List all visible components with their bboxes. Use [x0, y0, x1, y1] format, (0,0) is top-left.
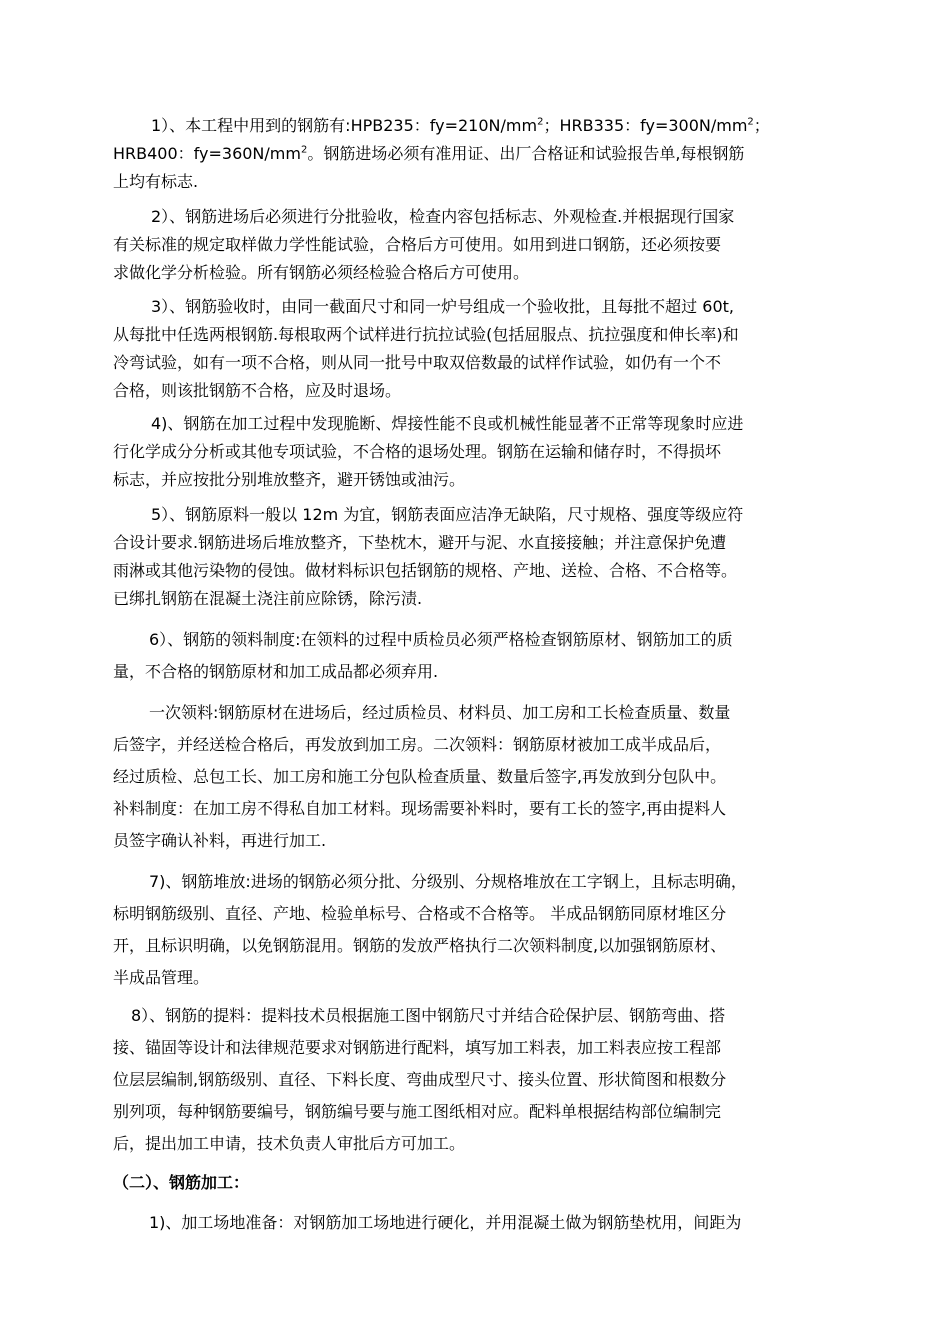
paragraph-5	[113, 501, 873, 613]
paragraph-line: 后签字，并经送检合格后，再发放到加工房。二次领料：钢筋原材被加工成半成品后，	[113, 735, 722, 754]
paragraph-line: 5）、钢筋原料一般以 12m 为宜，钢筋表面应洁净无缺陷，尺寸规格、强度等级应符	[151, 505, 744, 524]
paragraph-3	[113, 293, 873, 405]
paragraph-1	[113, 112, 873, 196]
paragraph-6	[113, 624, 873, 688]
paragraph-line: 4)、钢筋在加工过程中发现脆断、焊接性能不良或机械性能显著不正常等现象时应进	[151, 414, 744, 433]
paragraph-line: 补料制度：在加工房不得私自加工材料。现场需要补料时，要有工长的签字,再由提料人	[113, 799, 727, 818]
paragraph-line: 经过质检、总包工长、加工房和施工分包队检查质量、数量后签字,再发放到分包队中。	[113, 767, 727, 786]
paragraph-2	[113, 203, 873, 287]
paragraph-line: 求做化学分析检验。所有钢筋必须经检验合格后方可使用。	[113, 263, 530, 282]
paragraph-line: 合设计要求.钢筋进场后堆放整齐，下垫枕木，避开与泥、水直接接触；并注意保护免遭	[113, 533, 727, 552]
section-heading: （二）、钢筋加工：	[113, 1173, 250, 1192]
paragraph-line: 合格，则该批钢筋不合格，应及时退场。	[113, 381, 402, 400]
paragraph-8	[113, 1000, 873, 1160]
section-paragraph-1	[113, 1209, 873, 1237]
paragraph-line: 半成品管理。	[113, 968, 210, 987]
paragraph-line: 2）、钢筋进场后必须进行分批验收，检查内容包括标志、外观检查.并根据现行国家	[151, 207, 735, 226]
paragraph-line: 1）、本工程中用到的钢筋有:HPB235：$fy=210N/mm^2$；HRB335：$fy=300N/mm^2$；	[151, 116, 770, 135]
paragraph-line: 位层层编制,钢筋级别、直径、下料长度、弯曲成型尺寸、接头位置、形状简图和根数分	[113, 1070, 727, 1089]
paragraph-line: 3）、钢筋验收时，由同一截面尺寸和同一炉号组成一个验收批，且每批不超过 60t,	[151, 297, 734, 316]
paragraph-line: 接、锚固等设计和法律规范要求对钢筋进行配料，填写加工料表，加工料表应按工程部	[113, 1038, 722, 1057]
paragraph-line: 后，提出加工申请，技术负责人审批后方可加工。	[113, 1134, 466, 1153]
paragraph-line: 行化学成分分析或其他专项试验，不合格的退场处理。钢筋在运输和储存时，不得损坏	[113, 442, 722, 461]
paragraph-line: 标明钢筋级别、直径、产地、检验单标号、合格或不合格等。 半成品钢筋同原材堆区分	[113, 904, 727, 923]
paragraph-line: 雨淋或其他污染物的侵蚀。做材料标识包括钢筋的规格、产地、送检、合格、不合格等。	[113, 561, 738, 580]
paragraph-line: 从每批中任选两根钢筋.每根取两个试样进行抗拉试验(包括屈服点、抗拉强度和伸长率)和	[113, 325, 739, 344]
paragraph-line: 冷弯试验，如有一项不合格，则从同一批号中取双倍数最的试样作试验，如仍有一个不	[113, 353, 722, 372]
paragraph-line: 已绑扎钢筋在混凝土浇注前应除锈，除污渍.	[113, 589, 423, 608]
paragraph-line: 量，不合格的钢筋原材和加工成品都必须弃用.	[113, 662, 439, 681]
paragraph-line: 一次领料:钢筋原材在进场后，经过质检员、材料员、加工房和工长检查质量、数量	[149, 703, 731, 722]
paragraph-line: 别列项，每种钢筋要编号，钢筋编号要与施工图纸相对应。配料单根据结构部位编制完	[113, 1102, 722, 1121]
paragraph-line: 开，且标识明确，以免钢筋混用。钢筋的发放严格执行二次领料制度,以加强钢筋原材、	[113, 936, 727, 955]
paragraph-line: 员签字确认补料，再进行加工.	[113, 831, 327, 850]
paragraph-6b	[113, 697, 873, 857]
paragraph-line: 7)、钢筋堆放:进场的钢筋必须分批、分级别、分规格堆放在工字钢上，且标志明确，	[149, 872, 747, 891]
paragraph-line: 8）、钢筋的提料：提料技术员根据施工图中钢筋尺寸并结合砼保护层、钢筋弯曲、搭	[131, 1006, 726, 1025]
paragraph-4	[113, 410, 873, 494]
paragraph-line: 1)、加工场地准备：对钢筋加工场地进行硬化，并用混凝土做为钢筋垫枕用，间距为	[149, 1213, 742, 1232]
paragraph-7	[113, 866, 873, 994]
paragraph-line: 标志，并应按批分别堆放整齐，避开锈蚀或油污。	[113, 470, 466, 489]
paragraph-line: HRB400：$fy=360N/mm^2$。钢筋进场必须有准用证、出厂合格证和试验报告单,每根钢筋	[113, 144, 745, 163]
paragraph-line: 上均有标志.	[113, 172, 199, 191]
paragraph-line: 6）、钢筋的领料制度:在领料的过程中质检员必须严格检查钢筋原材、钢筋加工的质	[149, 630, 733, 649]
paragraph-line: 有关标准的规定取样做力学性能试验，合格后方可使用。如用到进口钢筋，还必须按要	[113, 235, 722, 254]
